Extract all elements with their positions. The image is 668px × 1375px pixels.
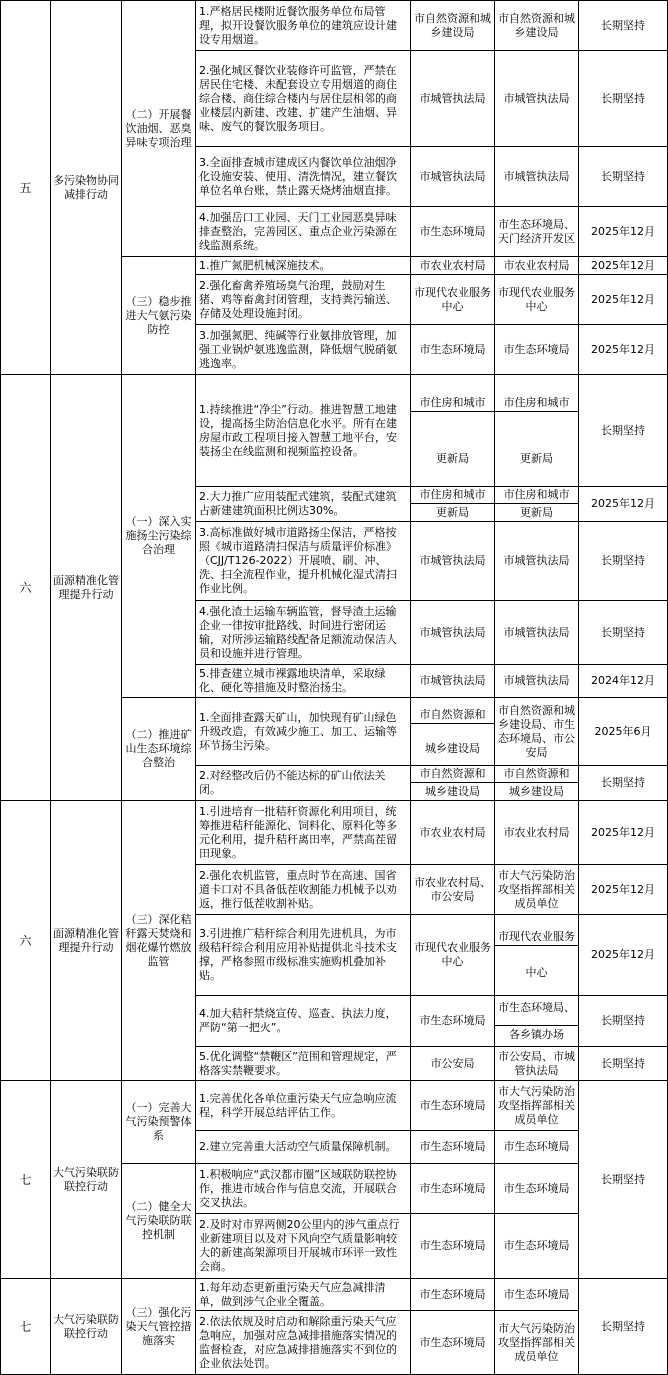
responsible-unit-cell — [495, 766, 579, 801]
task-cell: 1.持续推进“净尘”行动。推进智慧工地建设，提高扬尘防治信息化水平。所有在建房屋市政工程项目接入智慧工地平台，安装扬尘在线监测和视频监控设备。 — [196, 375, 411, 487]
task-cell: 1.全面排查露天矿山，加快现有矿山绿色升级改造，有效减少施工、加工、运输等环节扬尘污染。 — [196, 698, 411, 766]
responsible-unit-cell — [495, 487, 579, 522]
lead-unit-cell: 市现代农业服务中心 — [411, 275, 495, 325]
responsible-unit-cell: 市生态环境局 — [495, 1164, 579, 1214]
subcategory-cell: （三）稳步推进大气氨污染防控 — [122, 257, 196, 375]
lead-unit-cell: 市生态环境局 — [411, 325, 495, 375]
lead-unit-cell: 市生态环境局 — [411, 996, 495, 1047]
task-cell: 1.每年动态更新重污染天气应急减排清单，做到涉气企业全覆盖。 — [196, 1279, 411, 1311]
responsible-unit-line: 市住房和城市 — [495, 488, 578, 504]
lead-unit-cell: 市农业农村局、市公安局 — [411, 865, 495, 915]
lead-unit-cell — [411, 375, 495, 487]
task-cell: 2.大力推广应用装配式建筑，装配式建筑占新建建筑面积比例达30%。 — [196, 487, 411, 522]
category-cell: 多污染物协同减排行动 — [51, 1, 122, 375]
table-row — [1, 1279, 668, 1311]
task-cell: 5.优化调整“禁鞭区”范围和管理规定，严格落实禁鞭要求。 — [196, 1047, 411, 1081]
responsible-unit-line: 市住房和城市 — [495, 396, 578, 412]
task-cell: 3.高标准做好城市道路扬尘保洁，严格按照《城市道路清扫保洁与质量评价标准》（CJJ/T126-2022）开展喷、刷、冲、洗、扫全流程作业，提升机械化湿式清扫作业比例。 — [196, 522, 411, 601]
responsible-unit-cell: 市农业农村局 — [495, 257, 579, 275]
task-cell: 2.强化农机监管，重点时节在高速、国省道卡口对不具备低茬收割能力机械予以劝返，推行低茬收割补贴。 — [196, 865, 411, 915]
lead-unit-line: 更新局 — [436, 451, 469, 465]
lead-unit-cell: 市现代农业服务中心 — [411, 915, 495, 996]
lead-unit-line: 市住房和城市 — [411, 396, 494, 412]
responsible-unit-cell: 市现代农业服务中心 — [495, 275, 579, 325]
deadline-cell: 长期坚持 — [579, 1081, 668, 1279]
lead-unit-cell: 市生态环境局 — [411, 1131, 495, 1164]
lead-unit-cell: 市农业农村局 — [411, 257, 495, 275]
task-cell: 4.加强岳口工业园、天门工业园恶臭异味排查整治，完善园区、重点企业污染源在线监测系统。 — [196, 207, 411, 257]
task-cell: 4.加大秸秆禁烧宣传、巡查、执法力度，严防“第一把火”。 — [196, 996, 411, 1047]
lead-unit-cell: 市城管执法局 — [411, 522, 495, 601]
responsible-unit-line: 更新局 — [520, 451, 553, 465]
responsible-unit-cell: 市城管执法局 — [495, 522, 579, 601]
lead-unit-cell: 市城管执法局 — [411, 147, 495, 207]
table-row — [1, 375, 668, 487]
lead-unit-cell: 市城管执法局 — [411, 665, 495, 698]
deadline-cell: 2025年12月 — [579, 257, 668, 275]
responsible-unit-line: 各乡镇办场 — [509, 1027, 564, 1041]
lead-unit-cell: 市自然资源和城乡建设局 — [411, 1, 495, 51]
responsible-unit-cell: 市自然资源和城乡建设局、市生态环境局、市公安局 — [495, 698, 579, 766]
lead-unit-cell: 市生态环境局 — [411, 207, 495, 257]
responsible-unit-cell — [495, 996, 579, 1047]
lead-unit-cell — [411, 766, 495, 801]
category-cell: 大气污染联防联控行动 — [51, 1279, 122, 1375]
lead-unit-line: 更新局 — [436, 506, 469, 519]
task-cell: 1.严格居民楼附近餐饮服务单位布局管理，拟开设餐饮服务单位的建筑应设计建设专用烟道。 — [196, 1, 411, 51]
deadline-cell: 2025年12月 — [579, 865, 668, 915]
lead-unit-cell: 市城管执法局 — [411, 51, 495, 147]
task-cell: 5.排查建立城市裸露地块清单，采取绿化、硬化等措施及时整治扬尘。 — [196, 665, 411, 698]
lead-unit-cell: 市生态环境局 — [411, 1279, 495, 1311]
deadline-cell: 长期坚持 — [579, 522, 668, 601]
responsible-unit-line: 中心 — [525, 966, 548, 979]
section-number: 六 — [1, 375, 51, 801]
lead-unit-cell: 市公安局 — [411, 1047, 495, 1081]
responsible-unit-cell: 市城管执法局 — [495, 665, 579, 698]
table-row — [1, 801, 668, 865]
lead-unit-cell: 市农业农村局 — [411, 801, 495, 865]
subcategory-cell: （二）推进矿山生态环境综合整治 — [122, 698, 196, 801]
task-cell: 2.强化畜禽养殖场臭气治理，鼓励对生猪、鸡等畜禽封闭管理，支持粪污输送、存储及处理设施封闭。 — [196, 275, 411, 325]
task-cell: 1.积极响应“武汉都市圈”区域联防联控协作，推进市域合作与信息交流，开展联合交叉执法。 — [196, 1164, 411, 1214]
deadline-cell: 长期坚持 — [579, 147, 668, 207]
subcategory-cell: （二）健全大气污染联防联控机制 — [122, 1164, 196, 1279]
subcategory-cell: （二）开展餐饮油烟、恶臭异味专项治理 — [122, 1, 196, 257]
category-cell: 面源精准化管理提升行动 — [51, 801, 122, 1081]
responsible-unit-cell: 市城管执法局 — [495, 147, 579, 207]
subcategory-cell: （一）完善大气污染预警体系 — [122, 1081, 196, 1164]
table-row — [1, 1081, 668, 1131]
responsible-unit-cell: 市公安局、市城管执法局 — [495, 1047, 579, 1081]
responsible-unit-cell: 市生态环境局 — [495, 1131, 579, 1164]
lead-unit-cell: 市生态环境局 — [411, 1311, 495, 1375]
lead-unit-line: 市自然资源和 — [411, 767, 494, 783]
category-cell: 面源精准化管理提升行动 — [51, 375, 122, 801]
responsible-unit-line: 市自然资源和 — [495, 767, 578, 783]
subcategory-cell: （一）深入实施扬尘污染综合治理 — [122, 375, 196, 698]
deadline-cell: 2025年12月 — [579, 801, 668, 865]
deadline-cell: 长期坚持 — [579, 766, 668, 801]
responsible-unit-cell: 市农业农村局 — [495, 801, 579, 865]
responsible-unit-cell — [495, 915, 579, 996]
deadline-cell: 长期坚持 — [579, 601, 668, 665]
responsible-unit-line: 更新局 — [520, 506, 553, 519]
lead-unit-cell: 市生态环境局 — [411, 1164, 495, 1214]
deadline-cell: 2025年12月 — [579, 275, 668, 325]
task-cell: 4.强化渣土运输车辆监管，督导渣土运输企业一律按审批路线、时间进行密闭运输，对所涉运输路线配备足额流动保洁人员和设施并进行管理。 — [196, 601, 411, 665]
task-cell: 1.引进培育一批秸秆资源化利用项目，统筹推进秸秆能源化、饲料化、原料化等多元化利用，提升秸秆离田率，严禁高茬留田现象。 — [196, 801, 411, 865]
responsible-unit-cell: 市生态环境局 — [495, 1279, 579, 1311]
task-cell: 2.建立完善重大活动空气质量保障机制。 — [196, 1131, 411, 1164]
subcategory-cell: （三）强化污染天气管控措施落实 — [122, 1279, 196, 1375]
task-cell: 2.依法依规及时启动和解除重污染天气应急响应，加强对应急减排措施落实情况的监督检查，对应急减排措施落实不到位的企业依法处罚。 — [196, 1311, 411, 1375]
responsible-unit-cell: 市大气污染防治攻坚指挥部相关成员单位 — [495, 865, 579, 915]
task-cell: 2.对经整改后仍不能达标的矿山依法关闭。 — [196, 766, 411, 801]
responsible-unit-cell: 市城管执法局 — [495, 601, 579, 665]
responsible-unit-cell: 市自然资源和城乡建设局 — [495, 1, 579, 51]
task-cell: 3.全面排查城市建成区内餐饮单位油烟净化设施安装、使用、清洗情况，建立餐饮单位名单台账，禁止露天烧烤油烟直排。 — [196, 147, 411, 207]
section-number: 六 — [1, 801, 51, 1081]
responsible-unit-cell: 市大气污染防治攻坚指挥部相关成员单位 — [495, 1311, 579, 1375]
deadline-cell: 2025年12月 — [579, 325, 668, 375]
responsible-unit-line: 市生态环境局、 — [495, 1001, 578, 1026]
lead-unit-cell — [411, 487, 495, 522]
deadline-cell: 2025年6月 — [579, 698, 668, 766]
task-cell: 1.推广氮肥机械深施技术。 — [196, 257, 411, 275]
lead-unit-line: 城乡建设局 — [425, 785, 480, 798]
responsible-unit-cell — [495, 375, 579, 487]
lead-unit-line: 城乡建设局 — [425, 741, 480, 755]
responsible-unit-line: 城乡建设局 — [509, 785, 564, 798]
table-row — [1, 1, 668, 51]
section-number: 七 — [1, 1279, 51, 1375]
responsible-unit-line: 市现代农业服务 — [495, 930, 578, 946]
responsible-unit-cell: 市生态环境局 — [495, 325, 579, 375]
lead-unit-cell: 市生态环境局 — [411, 1214, 495, 1279]
deadline-cell: 长期坚持 — [579, 1279, 668, 1375]
category-cell: 大气污染联防联控行动 — [51, 1081, 122, 1279]
lead-unit-cell: 市城管执法局 — [411, 601, 495, 665]
task-cell: 1.完善优化各单位重污染天气应急响应流程，科学开展总结评估工作。 — [196, 1081, 411, 1131]
responsible-unit-cell: 市城管执法局 — [495, 51, 579, 147]
deadline-cell: 长期坚持 — [579, 996, 668, 1047]
deadline-cell: 长期坚持 — [579, 51, 668, 147]
lead-unit-line: 市住房和城市 — [411, 488, 494, 504]
task-cell: 3.引进推广秸秆综合利用先进机具，为市级秸秆综合利用应用补贴提供北斗技术支撑，严格参照市级标准实施购机叠加补贴。 — [196, 915, 411, 996]
subcategory-cell: （三）深化秸秆露天焚烧和烟花爆竹燃放监管 — [122, 801, 196, 1081]
deadline-cell: 2024年12月 — [579, 665, 668, 698]
responsible-unit-cell: 市生态环境局、天门经济开发区 — [495, 207, 579, 257]
task-cell: 3.加强氮肥、纯碱等行业氨排放管理，加强工业锅炉氨逃逸监测，降低烟气脱硝氨逃逸率。 — [196, 325, 411, 375]
responsible-unit-cell: 市生态环境局 — [495, 1214, 579, 1279]
responsible-unit-cell: 市大气污染防治攻坚指挥部相关成员单位 — [495, 1081, 579, 1131]
deadline-cell: 2025年12月 — [579, 207, 668, 257]
section-number: 五 — [1, 1, 51, 375]
deadline-cell: 长期坚持 — [579, 375, 668, 487]
deadline-cell: 2025年12月 — [579, 487, 668, 522]
deadline-cell: 2025年12月 — [579, 915, 668, 996]
task-cell: 2.及时对市界两侧20公里内的涉气重点行业新建项目以及对下风向空气质量影响较大的新建高架源项目开展城市环评一致性会商。 — [196, 1214, 411, 1279]
deadline-cell: 长期坚持 — [579, 1, 668, 51]
lead-unit-line: 市自然资源和 — [411, 708, 494, 724]
deadline-cell: 长期坚持 — [579, 1047, 668, 1081]
lead-unit-cell: 市生态环境局 — [411, 1081, 495, 1131]
section-number: 七 — [1, 1081, 51, 1279]
task-cell: 2.强化城区餐饮业装修许可监管，严禁在居民住宅楼、未配套设立专用烟道的商住综合楼、商住综合楼内与居住层相邻的商业楼层内新建、改建、扩建产生油烟、异味、废气的餐饮服务项目。 — [196, 51, 411, 147]
lead-unit-cell — [411, 698, 495, 766]
